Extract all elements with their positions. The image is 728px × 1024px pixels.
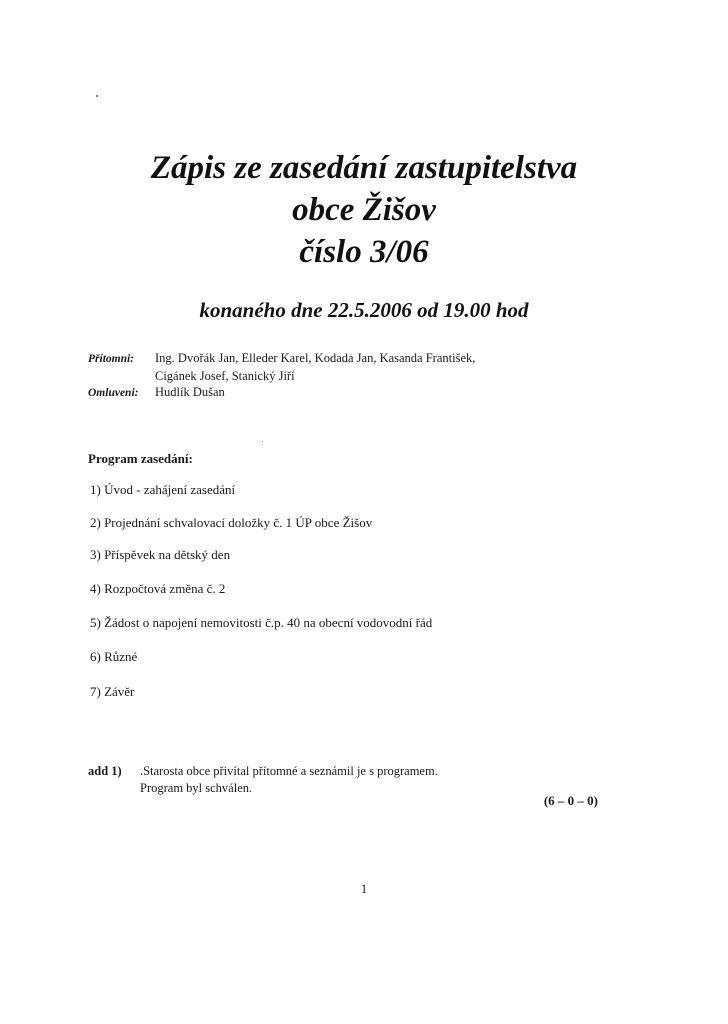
page-number: 1 bbox=[360, 881, 368, 896]
program-item: 6) Různé bbox=[90, 649, 138, 664]
excused-row bbox=[88, 383, 575, 402]
program-title: Program zasedání: bbox=[88, 451, 193, 466]
vote-result: (6 – 0 – 0) bbox=[543, 793, 598, 808]
addendum-text bbox=[140, 763, 438, 797]
scan-speck bbox=[96, 95, 98, 97]
excused-label: Omluveni: bbox=[88, 387, 139, 399]
document-title-line-2: obce Žišov bbox=[292, 192, 436, 228]
program-item: 3) Příspěvek na dětský den bbox=[90, 547, 231, 562]
document-title-line-1: Zápis ze zasedání zastupitelstva bbox=[150, 150, 578, 186]
meeting-date-subtitle: konaného dne 22.5.2006 od 19.00 hod bbox=[199, 298, 529, 322]
present-names bbox=[155, 349, 575, 385]
addendum-label: add 1) bbox=[88, 764, 122, 778]
present-label: Přítomni: bbox=[88, 353, 135, 365]
addendum-line-1: .Starosta obce přivítal přítomné a seznámil je s programem. bbox=[140, 764, 438, 778]
program-item: 5) Žádost o napojení nemovitosti č.p. 40 na obecní vodovodní řád bbox=[90, 615, 433, 630]
program-item: 2) Projednání schvalovací doložky č. 1 ÚP obce Žišov bbox=[90, 515, 373, 530]
present-line-2: Cigánek Josef, Stanický Jiří bbox=[155, 369, 295, 383]
excused-names: Hudlík Dušan bbox=[155, 385, 225, 399]
program-item: 4) Rozpočtová změna č. 2 bbox=[90, 581, 226, 596]
present-line-1: Ing. Dvořák Jan, Elleder Karel, Kodada Jan, Kasanda František, bbox=[155, 351, 476, 365]
addendum-1 bbox=[88, 763, 438, 797]
program-item: 7) Závěr bbox=[90, 684, 135, 699]
present-row bbox=[88, 349, 575, 385]
addendum-line-2: Program byl schválen. bbox=[140, 781, 253, 795]
document-title-line-3: číslo 3/06 bbox=[299, 234, 429, 270]
scan-speck bbox=[262, 441, 263, 442]
program-item: 1) Úvod - zahájení zasedání bbox=[90, 482, 236, 497]
